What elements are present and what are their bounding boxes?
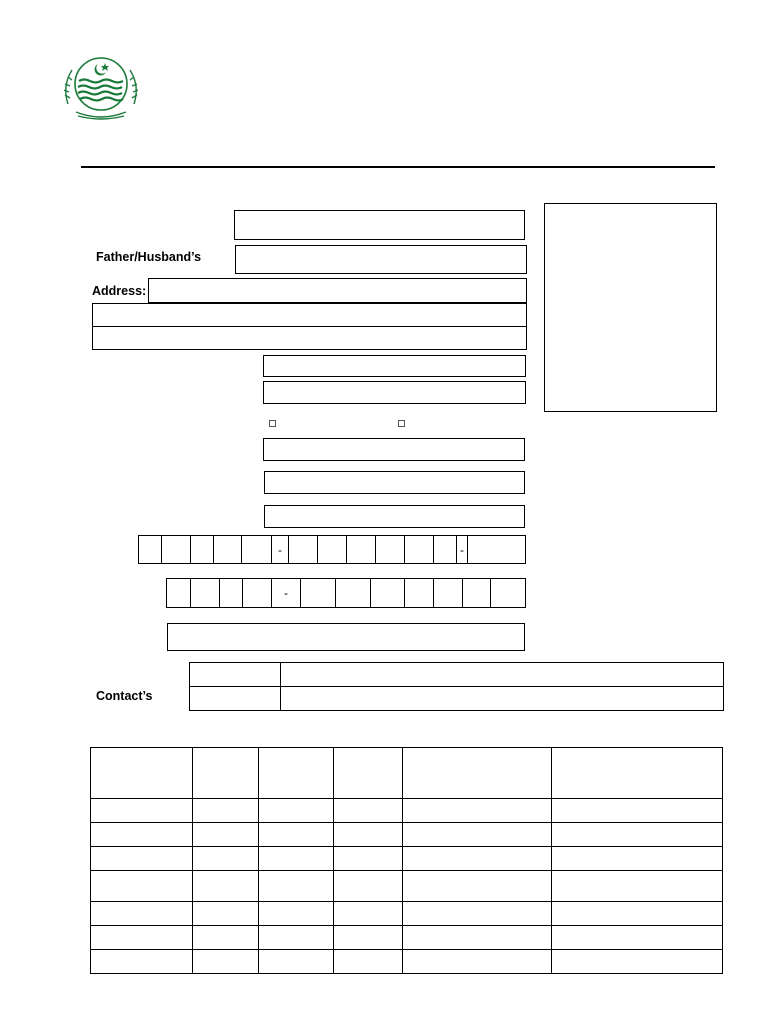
table-cell[interactable] <box>259 926 334 950</box>
field-row-2[interactable] <box>263 381 526 404</box>
address-label: Address: <box>92 284 147 298</box>
address-line-2[interactable] <box>92 303 527 327</box>
table-cell[interactable] <box>334 799 403 823</box>
number-digit[interactable] <box>434 579 463 607</box>
table-cell[interactable] <box>193 799 259 823</box>
table-cell[interactable] <box>403 871 552 902</box>
checkbox-option-1[interactable] <box>269 420 276 427</box>
table-cell[interactable] <box>193 871 259 902</box>
table-cell[interactable] <box>334 823 403 847</box>
number-digit[interactable] <box>463 579 491 607</box>
number-digit[interactable] <box>491 579 525 607</box>
cnic-digit[interactable] <box>214 536 242 563</box>
table-cell[interactable] <box>193 950 259 974</box>
table-header-cell <box>403 748 552 799</box>
contact-label: Contact’s <box>96 689 153 703</box>
field-row-6[interactable] <box>167 623 525 651</box>
table-cell[interactable] <box>259 823 334 847</box>
table-cell[interactable] <box>403 799 552 823</box>
number-digit[interactable] <box>220 579 243 607</box>
cnic-digit[interactable] <box>434 536 457 563</box>
table-cell[interactable] <box>552 823 723 847</box>
table-header-cell <box>334 748 403 799</box>
table-cell[interactable] <box>91 799 193 823</box>
cnic-digit[interactable] <box>191 536 214 563</box>
number-digit[interactable] <box>301 579 336 607</box>
cnic-digit[interactable] <box>162 536 191 563</box>
table-cell[interactable] <box>91 902 193 926</box>
cnic-digit[interactable] <box>376 536 405 563</box>
cnic-segmented-field <box>138 535 526 564</box>
cnic-digit[interactable] <box>289 536 318 563</box>
table-cell[interactable] <box>552 926 723 950</box>
field-row-3[interactable] <box>263 438 525 461</box>
table-cell[interactable] <box>259 902 334 926</box>
contact-type-cell[interactable] <box>190 663 281 687</box>
table-cell[interactable] <box>91 926 193 950</box>
cnic-digit[interactable] <box>405 536 434 563</box>
table-row <box>91 847 723 871</box>
table-cell[interactable] <box>193 847 259 871</box>
father-husband-label: Father/Husband’s <box>96 250 202 264</box>
table-cell[interactable] <box>193 926 259 950</box>
table-cell[interactable] <box>91 823 193 847</box>
number-digit[interactable] <box>371 579 405 607</box>
address-line-3[interactable] <box>92 326 527 350</box>
table-cell[interactable] <box>552 902 723 926</box>
punjab-emblem-icon <box>58 54 144 122</box>
table-row <box>91 950 723 974</box>
cnic-digit[interactable] <box>468 536 525 563</box>
table-cell[interactable] <box>403 902 552 926</box>
number-digit[interactable] <box>405 579 434 607</box>
header-divider <box>81 166 715 168</box>
name-field[interactable] <box>234 210 525 240</box>
table-cell[interactable] <box>259 950 334 974</box>
table-cell[interactable] <box>334 847 403 871</box>
number-digit[interactable] <box>243 579 272 607</box>
table-cell[interactable] <box>259 847 334 871</box>
cnic-digit[interactable] <box>318 536 347 563</box>
table-cell[interactable] <box>552 847 723 871</box>
table-row <box>91 902 723 926</box>
address-line-1[interactable] <box>148 278 527 303</box>
logo <box>58 54 144 122</box>
table-row <box>91 926 723 950</box>
cnic-digit[interactable] <box>242 536 272 563</box>
record-table <box>90 747 723 973</box>
contact-type-cell[interactable] <box>190 687 281 711</box>
table-row <box>91 823 723 847</box>
number-separator: - <box>272 579 301 607</box>
contact-value-cell[interactable] <box>281 663 724 687</box>
cnic-separator: - <box>272 536 289 563</box>
table-cell[interactable] <box>334 926 403 950</box>
field-row-5[interactable] <box>264 505 525 528</box>
checkbox-option-2[interactable] <box>398 420 405 427</box>
table-cell[interactable] <box>334 871 403 902</box>
table-header-cell <box>552 748 723 799</box>
cnic-separator: - <box>457 536 468 563</box>
table-cell[interactable] <box>193 902 259 926</box>
table-cell[interactable] <box>552 871 723 902</box>
number-digit[interactable] <box>167 579 191 607</box>
table-cell[interactable] <box>403 950 552 974</box>
table-cell[interactable] <box>334 902 403 926</box>
table-row <box>91 871 723 902</box>
number-segmented-field <box>166 578 526 608</box>
cnic-digit[interactable] <box>347 536 376 563</box>
table-cell[interactable] <box>259 799 334 823</box>
contact-value-cell[interactable] <box>281 687 724 711</box>
field-row-4[interactable] <box>264 471 525 494</box>
cnic-digit[interactable] <box>139 536 162 563</box>
photo-box <box>544 203 717 412</box>
table-cell[interactable] <box>193 823 259 847</box>
table-row <box>91 799 723 823</box>
father-husband-field[interactable] <box>235 245 527 274</box>
field-row-1[interactable] <box>263 355 526 377</box>
number-digit[interactable] <box>336 579 371 607</box>
table-cell[interactable] <box>552 950 723 974</box>
table-header-cell <box>91 748 193 799</box>
table-cell[interactable] <box>403 847 552 871</box>
table-cell[interactable] <box>403 823 552 847</box>
table-cell[interactable] <box>91 871 193 902</box>
table-cell[interactable] <box>403 926 552 950</box>
table-cell[interactable] <box>91 950 193 974</box>
table-cell[interactable] <box>91 847 193 871</box>
number-digit[interactable] <box>191 579 220 607</box>
table-header-cell <box>259 748 334 799</box>
contact-table <box>189 662 724 711</box>
table-cell[interactable] <box>259 871 334 902</box>
table-header-cell <box>193 748 259 799</box>
table-cell[interactable] <box>552 799 723 823</box>
table-cell[interactable] <box>334 950 403 974</box>
